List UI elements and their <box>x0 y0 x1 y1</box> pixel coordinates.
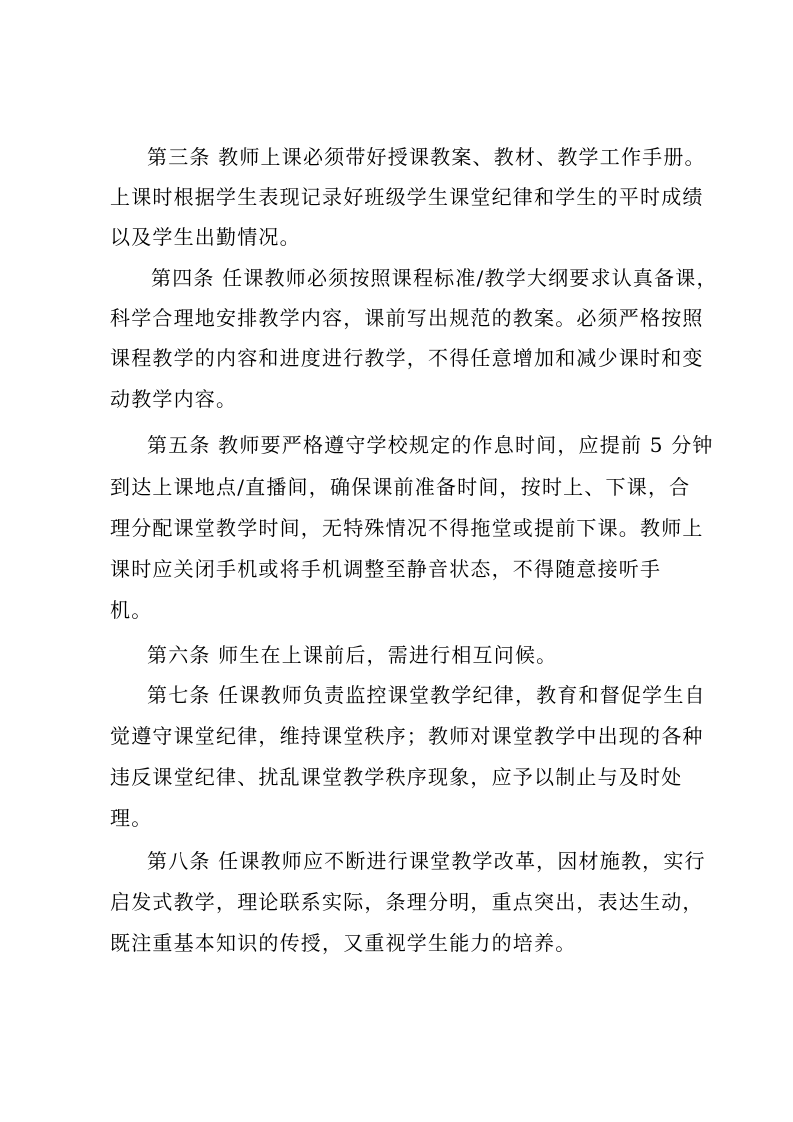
article-7-line-1: 第七条 任课教师负责监控课堂教学纪律，教育和督促学生自 <box>147 683 706 707</box>
article-6-line-1: 第六条 师生在上课前后，需进行相互问候。 <box>147 643 558 667</box>
article-5-line-5: 机。 <box>110 598 153 622</box>
article-5-line-1: 第五条 教师要严格遵守学校规定的作息时间，应提前 5 分钟 <box>147 433 714 457</box>
article-7-line-2: 觉遵守课堂纪律，维持课堂秩序；教师对课堂教学中出现的各种 <box>110 724 704 748</box>
article-8-line-1: 第八条 任课教师应不断进行课堂教学改革，因材施教，实行 <box>147 849 706 873</box>
article-5-line-2: 到达上课地点/直播间，确保课前准备时间，按时上、下课，合 <box>110 475 691 499</box>
article-3-line-1: 第三条 教师上课必须带好授课教案、教材、教学工作手册。 <box>147 145 706 169</box>
article-7-line-3: 违反课堂纪律、扰乱课堂教学秩序现象，应予以制止与及时处 <box>110 765 683 789</box>
article-3-line-3: 以及学生出勤情况。 <box>110 225 301 249</box>
article-8-line-3: 既注重基本知识的传授，又重视学生能力的培养。 <box>110 931 577 955</box>
article-4-line-1: 第四条 任课教师必须按照课程标准/教学大纲要求认真备课， <box>151 266 718 290</box>
article-7-line-4: 理。 <box>110 806 153 830</box>
article-5-line-4: 课时应关闭手机或将手机调整至静音状态，不得随意接听手 <box>110 557 662 581</box>
article-4-line-4: 动教学内容。 <box>110 387 238 411</box>
article-4-line-3: 课程教学的内容和进度进行教学，不得任意增加和减少课时和变 <box>110 346 704 370</box>
article-8-line-2: 启发式教学，理论联系实际，条理分明，重点突出，表达生动， <box>110 890 704 914</box>
article-4-line-2: 科学合理地安排教学内容，课前写出规范的教案。必须严格按照 <box>110 306 704 330</box>
article-3-line-2: 上课时根据学生表现记录好班级学生课堂纪律和学生的平时成绩 <box>110 185 704 209</box>
article-5-line-3: 理分配课堂教学时间，无特殊情况不得拖堂或提前下课。教师上 <box>110 516 704 540</box>
